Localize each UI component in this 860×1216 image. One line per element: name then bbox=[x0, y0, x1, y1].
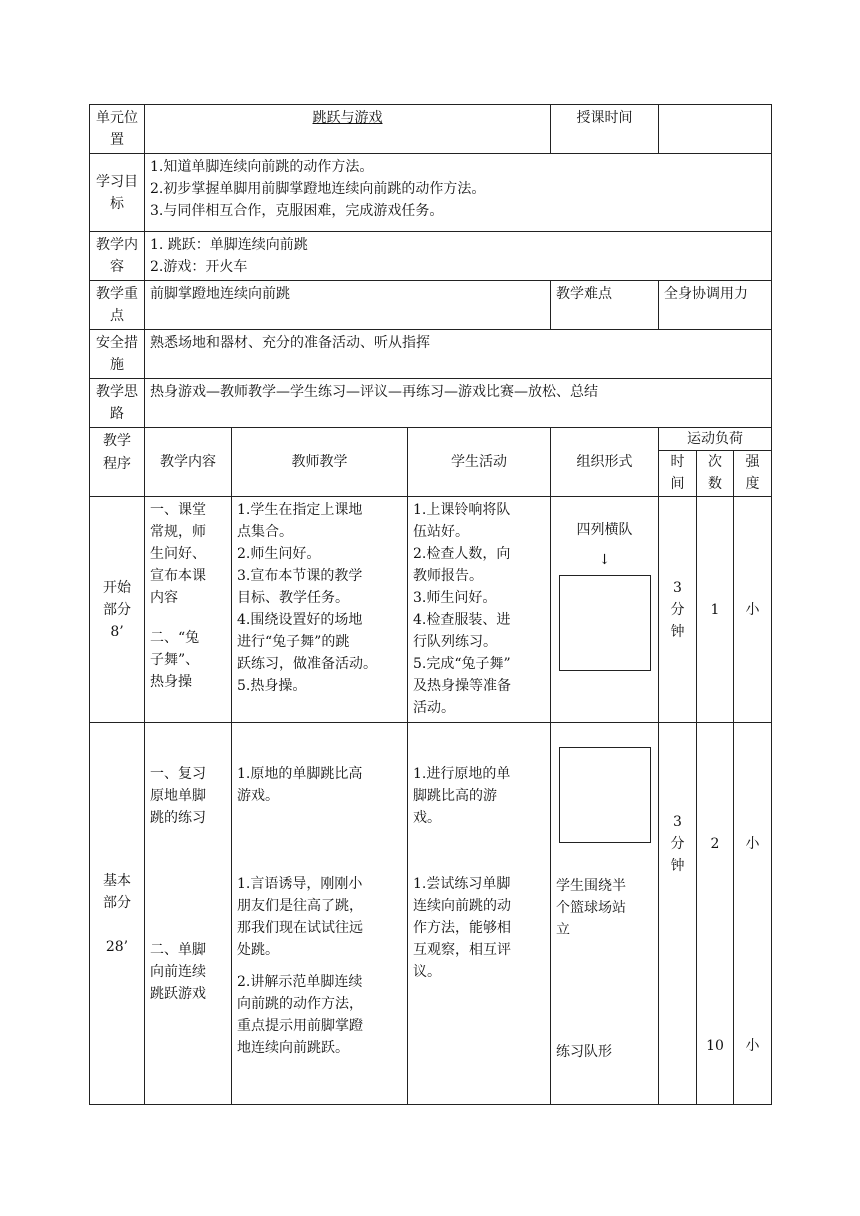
section1-content bbox=[145, 497, 232, 723]
section1-student-line: 1.上课铃响将队 bbox=[413, 502, 511, 518]
section1-student-line: 活动。 bbox=[413, 700, 455, 716]
section1-student-line: 3.师生问好。 bbox=[413, 590, 497, 606]
section1-student-line: 行队列练习。 bbox=[413, 634, 497, 650]
section1-time-line: 3 bbox=[673, 579, 682, 596]
section1-student-line: 5.完成“兔子舞” bbox=[413, 656, 511, 672]
section2-teacher-line: 游戏。 bbox=[237, 788, 279, 804]
section2-content-line: 二、单脚 bbox=[150, 942, 206, 958]
section1-content-line: 宣布本课 bbox=[150, 568, 206, 584]
section1-org-label: 四列横队 bbox=[576, 522, 633, 538]
section2-count bbox=[697, 723, 734, 1105]
section2-time-line: 3 bbox=[673, 814, 682, 830]
section2-teacher-line: 那我们现在试试往远 bbox=[237, 920, 363, 936]
section2-intensity-a: 小 bbox=[745, 836, 760, 852]
section2-content bbox=[145, 723, 232, 1105]
section2-name: 基本部分 bbox=[103, 872, 131, 911]
section2-student-line: 议。 bbox=[413, 964, 441, 980]
section2-count-a: 2 bbox=[710, 836, 720, 852]
section2-teacher-line: 1.言语诱导，刚刚小 bbox=[237, 876, 363, 892]
section2-count-b: 10 bbox=[706, 1038, 724, 1054]
section1-student-line: 伍站好。 bbox=[413, 524, 469, 540]
section2-teacher bbox=[232, 723, 408, 1105]
section1-time-line: 分 bbox=[670, 601, 685, 618]
section2-content-line: 向前连续 bbox=[150, 964, 206, 980]
difficulty-value: 全身协调用力 bbox=[659, 281, 772, 330]
col-intensity bbox=[734, 451, 772, 497]
col-count-label: 次数 bbox=[708, 454, 722, 492]
section2-content-line: 跳的练习 bbox=[150, 810, 206, 826]
col-intensity-label: 强度 bbox=[745, 454, 760, 492]
section1-org bbox=[551, 497, 659, 723]
section1-content-line: 生问好、 bbox=[150, 546, 206, 562]
approach-value: 热身游戏—教师教学—学生练习—评议—再练习—游戏比赛—放松、总结 bbox=[145, 379, 772, 428]
safety-value: 熟悉场地和器材、充分的准备活动、听从指挥 bbox=[145, 330, 772, 379]
section1-teacher bbox=[232, 497, 408, 723]
goals-list bbox=[145, 154, 772, 232]
col-load: 运动负荷 bbox=[659, 428, 772, 451]
section1-teacher-line: 跃练习，做准备活动。 bbox=[237, 656, 377, 672]
section1-teacher-line: 1.学生在指定上课地 bbox=[237, 502, 363, 518]
section1-teacher-line: 点集合。 bbox=[237, 524, 293, 540]
col-procedure-label: 教学程序 bbox=[103, 433, 131, 472]
section2-content-line: 跳跃游戏 bbox=[150, 986, 206, 1002]
content-label: 教学内容 bbox=[90, 232, 145, 281]
section2-student-line: 连续向前跳的动 bbox=[413, 898, 511, 914]
section1-teacher-line: 3.宣布本节课的教学 bbox=[237, 568, 363, 584]
section2-org-line: 学生围绕半 bbox=[556, 878, 626, 894]
section2-teacher-line: 朋友们是往高了跳， bbox=[237, 898, 363, 914]
lesson-plan-table bbox=[89, 104, 772, 1105]
section2-content-line: 原地单脚 bbox=[150, 788, 206, 804]
section1-content-line: 热身操 bbox=[150, 674, 192, 690]
section1-student-line: 4.检查服装、进 bbox=[413, 612, 511, 628]
section1-content-line: 内容 bbox=[150, 590, 178, 606]
difficulty-label: 教学难点 bbox=[551, 281, 659, 330]
section2-teacher-line: 1.原地的单脚跳比高 bbox=[237, 766, 363, 782]
col-content: 教学内容 bbox=[145, 428, 232, 497]
unit-value bbox=[145, 105, 551, 154]
section1-name-cell bbox=[90, 497, 145, 723]
section2-intensity bbox=[734, 723, 772, 1105]
col-time bbox=[659, 451, 697, 497]
section1-name: 开始部分 bbox=[103, 579, 131, 618]
col-org: 组织形式 bbox=[551, 428, 659, 497]
unit-title: 跳跃与游戏 bbox=[312, 110, 383, 126]
section1-content-line: 二、“兔 bbox=[150, 630, 200, 646]
focus-label: 教学重点 bbox=[90, 281, 145, 330]
section2-student bbox=[408, 723, 551, 1105]
section2-teacher-line: 2.讲解示范单脚连续 bbox=[237, 974, 363, 990]
section2-org-formation: 练习队形 bbox=[556, 1044, 612, 1060]
section1-count: 1 bbox=[697, 497, 734, 723]
section1-teacher-line: 2.师生问好。 bbox=[237, 546, 321, 562]
col-count bbox=[697, 451, 734, 497]
section2-teacher-line: 向前跳的动作方法， bbox=[237, 996, 363, 1012]
goal-item: 1.知道单脚连续向前跳的动作方法。 bbox=[150, 159, 374, 175]
section1-duration: 8’ bbox=[110, 623, 124, 640]
col-student: 学生活动 bbox=[408, 428, 551, 497]
section2-time-line: 分 bbox=[670, 836, 685, 852]
content-list bbox=[145, 232, 772, 281]
section2-time-line: 钟 bbox=[670, 858, 685, 874]
section1-student-line: 及热身操等准备 bbox=[413, 678, 511, 694]
section1-student-line: 教师报告。 bbox=[413, 568, 483, 584]
section1-content-line: 常规，师 bbox=[150, 524, 206, 540]
section1-student bbox=[408, 497, 551, 723]
section2-student-line: 互观察，相互评 bbox=[413, 942, 511, 958]
section2-org-line: 个篮球场站 bbox=[556, 900, 626, 916]
section1-intensity: 小 bbox=[734, 497, 772, 723]
col-procedure bbox=[90, 428, 145, 497]
goals-label: 学习目标 bbox=[90, 154, 145, 232]
safety-label: 安全措施 bbox=[90, 330, 145, 379]
section1-teacher-line: 4.围绕设置好的场地 bbox=[237, 612, 363, 628]
section1-teacher-line: 5.热身操。 bbox=[237, 678, 307, 694]
section1-teacher-line: 进行“兔子舞”的跳 bbox=[237, 634, 350, 650]
section2-student-line: 1.进行原地的单 bbox=[413, 766, 511, 782]
section1-teacher-line: 目标、教学任务。 bbox=[237, 590, 349, 606]
section1-content-line: 子舞”、 bbox=[150, 652, 200, 668]
formation-diagram bbox=[559, 575, 651, 671]
section2-student-line: 戏。 bbox=[413, 810, 441, 826]
content-item: 2.游戏：开火车 bbox=[150, 259, 248, 275]
time-label: 授课时间 bbox=[576, 110, 633, 126]
time-label-cell bbox=[551, 105, 659, 154]
section2-student-line: 脚跳比高的游 bbox=[413, 788, 497, 804]
section1-time-line: 钟 bbox=[670, 623, 685, 640]
section2-content-line: 一、复习 bbox=[150, 766, 206, 782]
section1-time bbox=[659, 497, 697, 723]
section2-student-line: 作方法，能够相 bbox=[413, 920, 511, 936]
section1-student-line: 2.检查人数，向 bbox=[413, 546, 511, 562]
section2-time bbox=[659, 723, 697, 1105]
section1-content-line: 一、课堂 bbox=[150, 502, 206, 518]
section2-org-line: 立 bbox=[556, 922, 570, 938]
section2-teacher-line: 地连续向前跳跃。 bbox=[237, 1040, 349, 1056]
col-teacher: 教师教学 bbox=[232, 428, 408, 497]
time-value bbox=[659, 105, 772, 154]
section2-name-cell bbox=[90, 723, 145, 1105]
field-diagram bbox=[559, 747, 651, 843]
section2-org bbox=[551, 723, 659, 1105]
goal-item: 2.初步掌握单脚用前脚掌蹬地连续向前跳的动作方法。 bbox=[150, 181, 486, 197]
section2-teacher-line: 处跳。 bbox=[237, 942, 279, 958]
approach-label: 教学思路 bbox=[90, 379, 145, 428]
section1-content-line bbox=[150, 609, 226, 627]
col-time-label: 时间 bbox=[670, 454, 685, 492]
unit-label: 单元位置 bbox=[90, 105, 145, 154]
section2-duration: 28’ bbox=[105, 938, 129, 955]
section2-student-line: 1.尝试练习单脚 bbox=[413, 876, 511, 892]
section2-intensity-b: 小 bbox=[745, 1038, 760, 1054]
lesson-plan bbox=[89, 104, 771, 1105]
content-item: 1. 跳跃：单脚连续向前跳 bbox=[150, 237, 308, 253]
goal-item: 3.与同伴相互合作，克服困难，完成游戏任务。 bbox=[150, 203, 444, 219]
arrow-down-icon: ↓ bbox=[598, 552, 611, 568]
focus-value: 前脚掌蹬地连续向前跳 bbox=[145, 281, 551, 330]
section2-teacher-line: 重点提示用前脚掌蹬 bbox=[237, 1018, 363, 1034]
